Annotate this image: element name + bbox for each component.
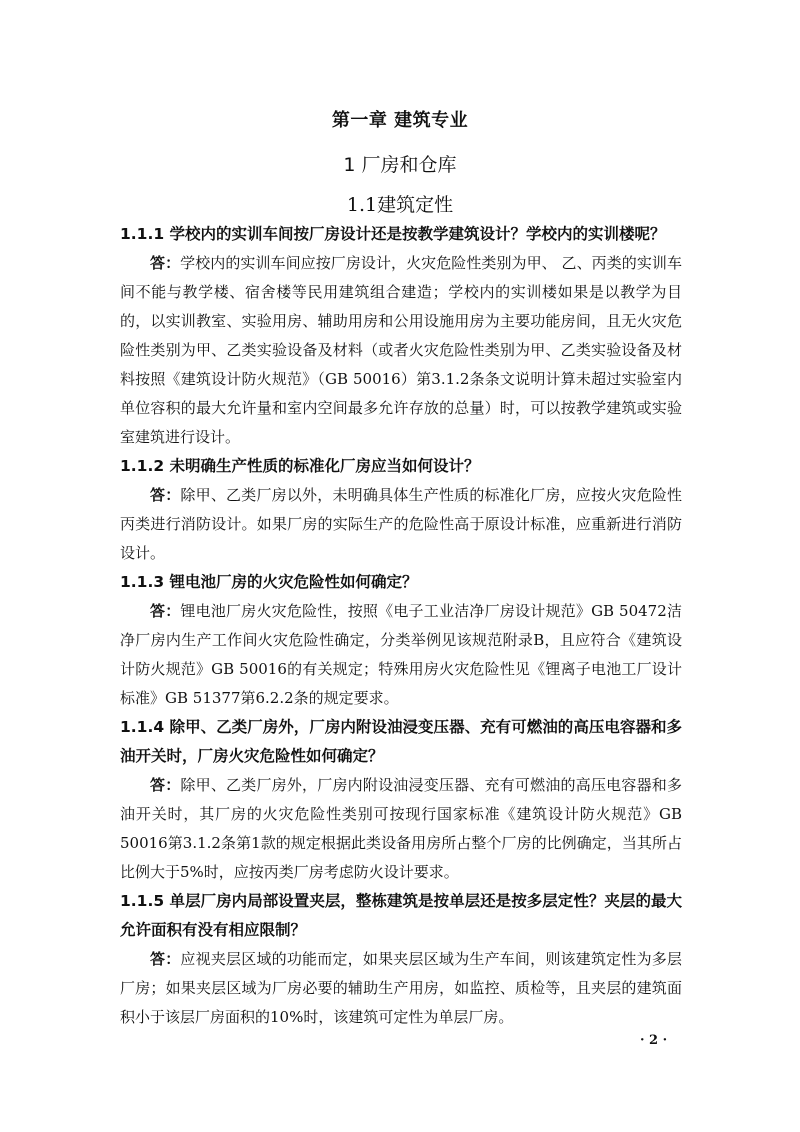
- question-1-1-4: 1.1.4 除甲、乙类厂房外，厂房内附设油浸变压器、充有可燃油的高压电容器和多油开关时，厂房火灾危险性如何确定？: [120, 718, 682, 765]
- question-1-1-1: 1.1.1 学校内的实训车间按厂房设计还是按教学建筑设计？学校内的实训楼呢？: [120, 225, 666, 243]
- answer-1-1-2: [120, 481, 682, 568]
- answer-1-1-1: [120, 249, 682, 452]
- subsection-title: 1.1建筑定性: [346, 194, 454, 216]
- answer-1-1-4: [120, 771, 682, 887]
- answer-text: 锂电池厂房火灾危险性，按照《电子工业洁净厂房设计规范》GB 50472洁净厂房内生产工作间火灾危险性确定，分类举例见该规范附录B，且应符合《建筑设计防火规范》GB 50016的有关规定；特殊用房火灾危险性见《锂离子电池工厂设计标准》GB 51377第6.2.2条的规定要求。: [120, 602, 682, 707]
- answer-label: 答：: [150, 950, 181, 968]
- answer-1-1-5: [120, 945, 682, 1032]
- question-1-1-5: 1.1.5 单层厂房内局部设置夹层，整栋建筑是按单层还是按多层定性？夹层的最大允许面积有没有相应限制？: [120, 892, 682, 939]
- chapter-title: 第一章 建筑专业: [331, 110, 469, 131]
- qa-content: [120, 220, 682, 1032]
- section-title: 1 厂房和仓库: [343, 154, 457, 176]
- page-number: · 2 ·: [640, 1033, 668, 1048]
- answer-label: 答：: [150, 602, 181, 620]
- question-1-1-2: 1.1.2 未明确生产性质的标准化厂房应当如何设计？: [120, 457, 480, 475]
- answer-label: 答：: [150, 254, 181, 272]
- answer-text: 除甲、乙类厂房以外，未明确具体生产性质的标准化厂房，应按火灾危险性丙类进行消防设计。如果厂房的实际生产的危险性高于原设计标准，应重新进行消防设计。: [120, 486, 682, 562]
- answer-label: 答：: [150, 776, 181, 794]
- question-1-1-3: 1.1.3 锂电池厂房的火灾危险性如何确定？: [120, 573, 418, 591]
- answer-text: 应视夹层区域的功能而定，如果夹层区域为生产车间，则该建筑定性为多层厂房；如果夹层区域为厂房必要的辅助生产用房，如监控、质检等，且夹层的建筑面积小于该层厂房面积的10%时，该建筑可定性为单层厂房。: [120, 950, 682, 1026]
- answer-text: 学校内的实训车间应按厂房设计，火灾危险性类别为甲、 乙、丙类的实训车间不能与教学楼、宿舍楼等民用建筑组合建造；学校内的实训楼如果是以教学为目的，以实训教室、实验用房、辅助用房和公用设施用房为主要功能房间，且无火灾危险性类别为甲、乙类实验设备及材料（或者火灾危险性类别为甲、乙类实验设备及材料按照《建筑设计防火规范》（GB 50016）第3.1.2条条文说明计算未超过实验室内单位容积的最大允许量和室内空间最多允许存放的总量）时，可以按教学建筑或实验室建筑进行设计。: [120, 254, 682, 446]
- answer-1-1-3: [120, 597, 682, 713]
- answer-text: 除甲、乙类厂房外，厂房内附设油浸变压器、充有可燃油的高压电容器和多油开关时，其厂房的火灾危险性类别可按现行国家标准《建筑设计防火规范》GB 50016第3.1.2条第1款的规定根据此类设备用房所占整个厂房的比例确定，当其所占比例大于5%时，应按丙类厂房考虑防火设计要求。: [120, 776, 682, 881]
- answer-label: 答：: [150, 486, 181, 504]
